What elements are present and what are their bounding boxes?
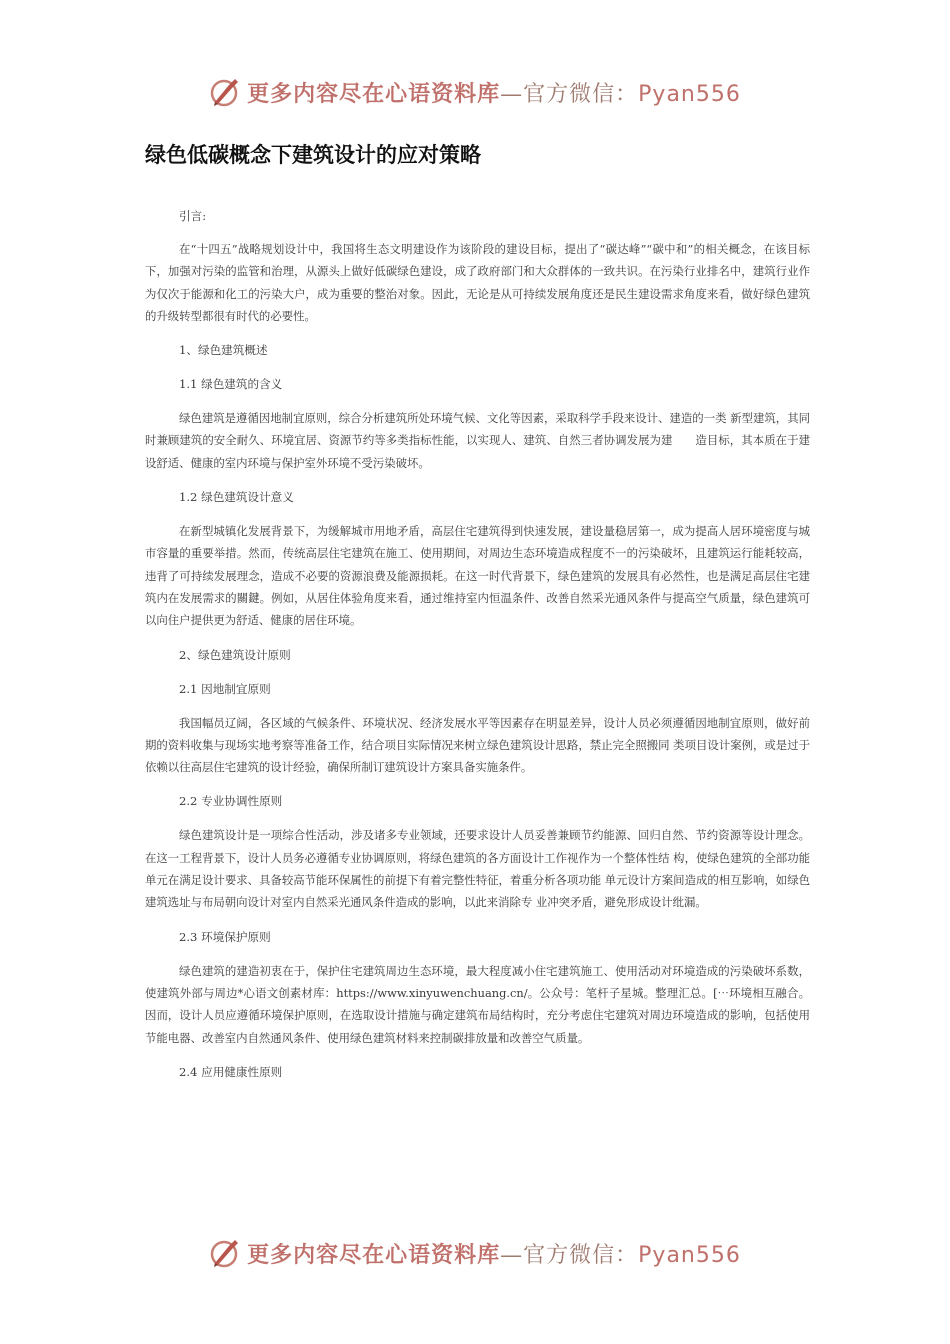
banner-wechat-label: 官方微信： <box>523 81 639 107</box>
banner-main-text: 更多内容尽在心语资料库 <box>247 80 501 107</box>
section-heading-2-3: 2.3 环境保护原则 <box>179 929 271 944</box>
section-heading-1: 1、绿色建筑概述 <box>179 343 268 358</box>
banner-dash: — <box>500 81 524 107</box>
section-heading-2: 2、绿色建筑设计原则 <box>179 647 291 662</box>
intro-label: 引言: <box>179 209 207 223</box>
pen-logo-icon <box>209 75 243 109</box>
section-heading-2-4: 2.4 应用健康性原则 <box>179 1064 283 1079</box>
watermark-banner-bottom <box>0 1233 950 1273</box>
section-heading-2-1: 2.1 因地制宜原则 <box>179 681 271 696</box>
banner-wechat-label: 官方微信： <box>523 1242 639 1268</box>
intro-paragraph: 在“十四五”战略规划设计中，我国将生态文明建设作为该阶段的建设目标，提出了“碳达峰”“碳中和”的相关概念，在该目标下，加强对污染的监管和治理，从源头上做好低碳绿色建设，成了政府部门和大众群体的一致共识。在污染行业排名中，建筑行业作为仅次于能源和化工的污染大户，成为重要的整治对象。因此，无论是从可持续发展角度还是民生建设需求角度来看，做好绿色建筑的升级转型都很有时代的必要性。 <box>145 242 810 323</box>
section-heading-2-2: 2.2 专业协调性原则 <box>179 794 283 809</box>
pen-logo-icon <box>209 1236 243 1270</box>
section-heading-1-2: 1.2 绿色建筑设计意义 <box>179 490 294 505</box>
paragraph-2-1: 我国幅员辽阔，各区域的气候条件、环境状况、经济发展水平等因素存在明显差异，设计人员必须遵循因地制宜原则，做好前期的资料收集与现场实地考察等准备工作，结合项目实际情况来树立绿色建筑设计思路，禁止完全照搬同 类项目设计案例，或是过于依赖以往高层住宅建筑的设计经验，确保所制订建筑设计方案具备实施条件。 <box>145 715 810 775</box>
banner-text <box>247 77 741 108</box>
paragraph-2-2: 绿色建筑设计是一项综合性活动，涉及诸多专业领域，还要求设计人员妥善兼顾节约能源、回归自然、节约资源等设计理念。在这一工程背景下，设计人员务必遵循专业协调原则，将绿色建筑的各方面设计工作视作为一个整体性结 构，使绿色建筑的全部功能单元在满足设计要求、具备较高节能环保属性的前提下有着完整性特征，着重分析各项功能 单元设计方案间造成的相互影响，如绿色建筑选址与布局朝向设计对室内自然采光通风条件造成的影响，以此来消除专 业冲突矛盾，避免形成设计纰漏。 <box>145 828 810 910</box>
banner-main-text: 更多内容尽在心语资料库 <box>247 1241 501 1268</box>
paragraph-1-2: 在新型城镇化发展背景下，为缓解城市用地矛盾，高层住宅建筑得到快速发展，建设量稳居第一，成为提高人居环境密度与城市容量的重要举措。然而，传统高层住宅建筑在施工、使用期间，对周边生态环境造成程度不一的污染破坏，且建筑运行能耗较高，违背了可持续发展理念，造成不必要的资源浪费及能源损耗。在这一时代背景下，绿色建筑的发展具有必然性，也是满足高层住宅建筑内在发展需求的關鍵。例如，从居住体验角度来看，通过维持室内恒温条件、改善自然采光通风条件与提高空气质量，绿色建筑可以向住户提供更为舒适、健康的居住环境。 <box>145 524 810 628</box>
section-heading-1-1: 1.1 绿色建筑的含义 <box>179 377 283 392</box>
document-title: 绿色低碳概念下建筑设计的应对策略 <box>145 143 481 167</box>
paragraph-2-3: 绿色建筑的建造初衷在于，保护住宅建筑周边生态环境，最大程度减小住宅建筑施工、使用活动对环境造成的污染破坏系数，使建筑外部与周边*心语文创素材库：https://www.xinyuwenchuang.cn/。公众号：笔杆子星城。整理汇总。[⋯环境相互融合。因而，设计人员应遵循环境保护原则，在选取设计措施与确定建筑布局结构时，充分考虑住宅建筑对周边环境造成的影响，包括使用节能电器、改善室内自然通风条件、使用绿色建筑材料来控制碳排放量和改善空气质量。 <box>145 963 810 1045</box>
watermark-banner-top <box>0 72 950 112</box>
banner-dash: — <box>500 1242 524 1268</box>
paragraph-1-1: 绿色建筑是遵循因地制宜原则，综合分析建筑所处环境气候、文化等因素，采取科学手段来设计、建造的一类 新型建筑，其同时兼顾建筑的安全耐久、环境宜居、资源节约等多类指标性能，以实现人、建筑、自然三者协调发展为建 造目标，其本质在于建设舒适、健康的室内环境与保护室外环境不受污染破坏。 <box>145 411 810 470</box>
banner-text <box>247 1238 741 1269</box>
document-body <box>145 205 810 1083</box>
banner-wechat-id: Pyan556 <box>638 81 741 107</box>
banner-wechat-id: Pyan556 <box>638 1242 741 1268</box>
